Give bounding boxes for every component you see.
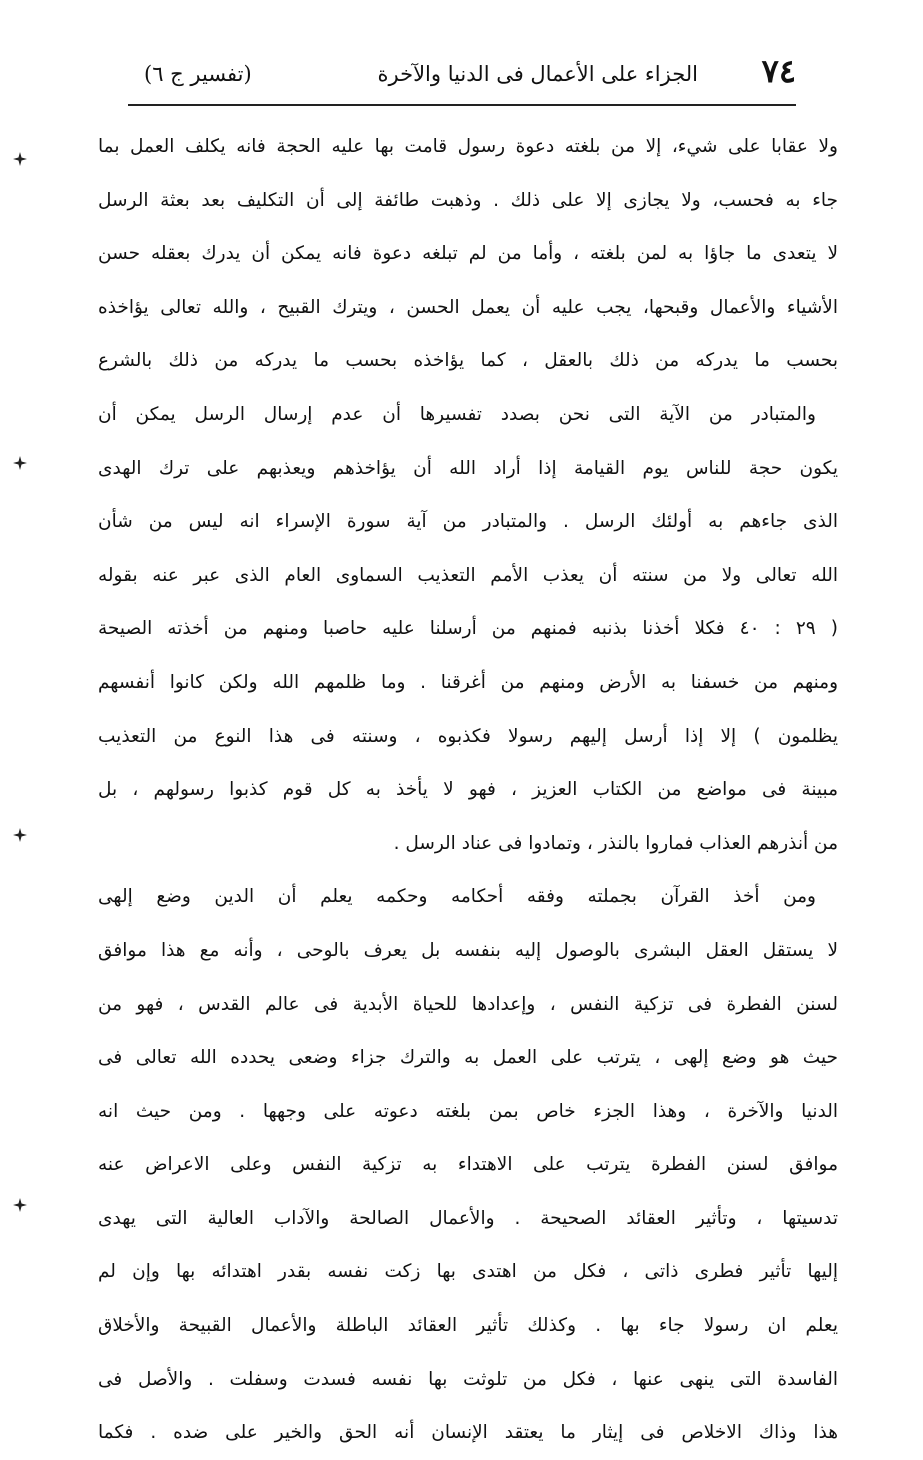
text-line: الفاسدة التى ينهى عنها ، فكل من تلوثت بها نفسه فسدت وسفلت . والأصل فى — [98, 1368, 838, 1390]
text-line: جاء به فحسب، ولا يجازى إلا على ذلك . وذهبت طائفة إلى أن التكليف بعد بعثة الرسل — [98, 189, 838, 211]
text-line: لسنن الفطرة فى تزكية النفس ، وإعدادها للحياة الأبدية فى عالم القدس ، فهو من — [98, 993, 838, 1015]
text-line: حيث هو وضع إلهى ، يترتب على العمل به والترك جزاء وضعى يحدده الله تعالى فى — [98, 1047, 838, 1069]
text-line: ومنهم من خسفنا به الأرض ومنهم من أغرقنا . وما ظلمهم الله ولكن كانوا أنفسهم — [98, 671, 838, 693]
text-line: يكون حجة للناس يوم القيامة إذا أراد الله أن يؤاخذهم ويعذبهم على ترك الهدى — [98, 457, 838, 479]
star-mark-icon — [13, 828, 27, 842]
text-line: ولا عقابا على شيء، إلا من بلغته دعوة رسول قامت بها عليه الحجة فانه يكلف العمل بما — [98, 136, 838, 157]
text-line: يظلمون ) إلا إذا أرسل إليهم رسولا فكذبوه ، وسنته فى هذا النوع من التعذيب — [98, 725, 838, 747]
text-line: الذى جاءهم به أولئك الرسل . والمتبادر من آية سورة الإسراء انه ليس من شأن — [98, 511, 838, 533]
text-line: من أنذرهم العذاب فماروا بالنذر ، وتمادوا فى عناد الرسل . — [393, 832, 838, 854]
text-line: بحسب ما يدركه من ذلك بالعقل ، كما يؤاخذه بحسب ما يدركه من ذلك بالشرع — [98, 350, 838, 372]
text-line: يعلم ان رسولا جاء بها . وكذلك تأثير العقائد الباطلة والأعمال القبيحة والأخلاق — [98, 1315, 838, 1337]
text-line: مبينة فى مواضع من الكتاب العزيز ، فهو لا يأخذ به كل قوم كذبوا رسولهم ، بل — [98, 779, 838, 801]
text-line: لا يستقل العقل البشرى بالوصول إليه بنفسه بل يعرف بالوحى ، وأنه مع هذا موافق — [98, 939, 838, 961]
star-mark-icon — [13, 456, 27, 470]
text-line: الدنيا والآخرة ، وهذا الجزء خاص بمن بلغته دعوته على وجهها . ومن حيث انه — [98, 1100, 838, 1122]
star-mark-icon — [13, 1198, 27, 1212]
page-number: ٧٤ — [761, 52, 796, 90]
text-line: ومن أخذ القرآن بجملته وفقه أحكامه وحكمه يعلم أن الدين وضع إلهى — [98, 886, 816, 908]
text-line: لا يتعدى ما جاؤا به لمن بلغته ، وأما من لم تبلغه دعوة فانه يمكن أن يدرك بعقله حسن — [98, 243, 838, 265]
text-line: والمتبادر من الآية التى نحن بصدد تفسيرها أن عدم إرسال الرسل يمكن أن — [98, 403, 816, 425]
page-header — [128, 52, 796, 98]
star-mark-icon — [13, 152, 27, 166]
text-line: ( ٢٩ : ٤٠ فكلا أخذنا بذنبه فمنهم من أرسلنا عليه حاصبا ومنهم من أخذته الصيحة — [98, 618, 838, 640]
book-reference: (تفسير ج ٦) — [144, 62, 252, 86]
running-title: الجزاء على الأعمال فى الدنيا والآخرة — [377, 62, 698, 86]
text-line: هذا وذاك الاخلاص فى إيثار ما يعتقد الإنسان أنه الحق والخير على ضده . فكما — [98, 1422, 838, 1444]
text-line: تدسيتها ، وتأثير العقائد الصحيحة . والأعمال الصالحة والآداب العالية التى يهدى — [98, 1207, 838, 1229]
text-line: إليها تأثير فطرى ذاتى ، فكل من اهتدى بها زكت نفسه بقدر اهتدائه بها وإن لم — [98, 1261, 838, 1283]
text-line: الأشياء والأعمال وقبحها، يجب عليه أن يعمل الحسن ، ويترك القبيح ، والله تعالى يؤاخذه — [98, 296, 838, 318]
body-text — [98, 120, 838, 1460]
header-rule — [128, 104, 796, 106]
text-line: موافق لسنن الفطرة يترتب على الاهتداء به تزكية النفس وعلى الاعراض عنه — [98, 1154, 838, 1176]
text-line: الله تعالى ولا من سنته أن يعذب الأمم التعذيب السماوى العام الذى عبر عنه بقوله — [98, 564, 838, 586]
